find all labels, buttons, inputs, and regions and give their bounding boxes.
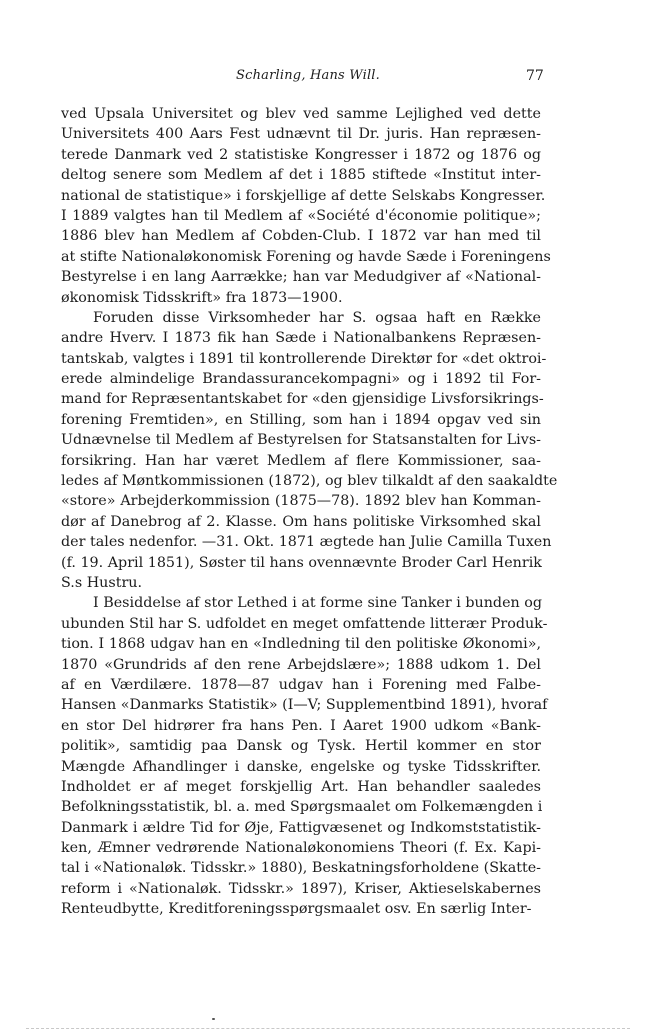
text-line: at stifte Nationaløkonomisk Forening og havde Sæde i Foreningens <box>61 248 551 265</box>
text-line: ledes af Møntkommissionen (1872), og blev tilkaldt af den saakaldte <box>61 473 558 490</box>
text-line: økonomisk Tidsskrift» fra 1873—1900. <box>61 289 343 306</box>
text-line: der tales nedenfor. —31. Okt. 1871 ægtede han Julie Camilla Tuxen <box>61 534 552 551</box>
page-number: 77 <box>526 68 544 84</box>
text-line: forsikring. Han har været Medlem af flere Kommissioner, saa- <box>61 452 541 469</box>
text-line: Renteudbytte, Kreditforeningsspørgsmaalet osv. En særlig Inter- <box>61 901 532 918</box>
paragraph-1 <box>61 104 551 308</box>
paragraph-2 <box>61 308 558 593</box>
body-text <box>61 104 558 920</box>
text-line: Befolkningsstatistik, bl. a. med Spørgsmaalet om Folkemængden i <box>61 799 543 816</box>
text-line: terede Danmark ved 2 statistiske Kongresser i 1872 og 1876 og <box>61 146 541 163</box>
text-line: politik», samtidig paa Dansk og Tysk. Hertil kommer en stor <box>61 738 541 755</box>
paragraph-3 <box>61 593 548 919</box>
running-head <box>0 68 656 92</box>
text-line: 1886 blev han Medlem af Cobden-Club. I 1872 var han med til <box>61 228 541 245</box>
text-line: Danmark i ældre Tid for Øje, Fattigvæsenet og Indkomststatistik- <box>61 819 541 836</box>
running-title: Scharling, Hans Will. <box>236 68 381 83</box>
text-line: af en Værdilære. 1878—87 udgav han i Forening med Falbe- <box>61 676 541 693</box>
text-line: 1870 «Grundrids af den rene Arbejdslære»; 1888 udkom 1. Del <box>61 656 541 673</box>
text-line: ken, Æmner vedrørende Nationaløkonomiens Theori (f. Ex. Kapi- <box>61 840 541 857</box>
text-line: S.s Hustru. <box>61 574 143 591</box>
text-line: Universitets 400 Aars Fest udnævnt til Dr. juris. Han repræsen- <box>61 126 541 143</box>
text-line: Indholdet er af meget forskjellig Art. Han behandler saaledes <box>61 778 541 795</box>
text-line: tion. I 1868 udgav han en «Indledning til den politiske Økonomi», <box>61 636 541 653</box>
text-line: Bestyrelse i en lang Aarrække; han var Medudgiver af «National- <box>61 269 541 286</box>
text-line: ubunden Stil har S. udfoldet en meget omfattende litterær Produk- <box>61 615 548 632</box>
text-line: Udnævnelse til Medlem af Bestyrelsen for Statsanstalten for Livs- <box>61 432 541 449</box>
text-line: Mængde Afhandlinger i danske, engelske og tyske Tidsskrifter. <box>61 758 541 775</box>
text-line: tantskab, valgtes i 1891 til kontrollerende Direktør for «det oktroi- <box>61 350 547 367</box>
text-line: Hansen «Danmarks Statistik» (I—V; Supplementbind 1891), hvoraf <box>61 697 548 714</box>
text-line: dør af Danebrog af 2. Klasse. Om hans politiske Virksomhed skal <box>61 513 541 530</box>
text-line: I 1889 valgtes han til Medlem af «Société d'économie politique»; <box>61 207 541 224</box>
text-line: forening Fremtiden», en Stilling, som han i 1894 opgav ved sin <box>61 411 541 428</box>
text-line: deltog senere som Medlem af det i 1885 stiftede «Institut inter- <box>61 167 541 184</box>
text-line: (f. 19. April 1851), Søster til hans ovennævnte Broder Carl Henrik <box>61 554 542 571</box>
text-line: andre Hverv. I 1873 fik han Sæde i Nationalbankens Repræsen- <box>61 330 541 347</box>
page-edge-line <box>26 1028 630 1029</box>
text-line: reform i «Nationaløk. Tidsskr.» 1897), Kriser, Aktieselskabernes <box>61 880 541 897</box>
text-line: national de statistique» i forskjellige af dette Selskabs Kongresser. <box>61 187 546 204</box>
text-line: Foruden disse Virksomheder har S. ogsaa haft en Række <box>93 309 541 326</box>
text-line: I Besiddelse af stor Lethed i at forme sine Tanker i bunden og <box>93 595 543 612</box>
text-line: ved Upsala Universitet og blev ved samme Lejlighed ved dette <box>61 106 541 122</box>
ink-speck <box>212 1018 215 1020</box>
text-line: «store» Arbejderkommission (1875—78). 1892 blev han Komman- <box>61 493 541 510</box>
text-line: erede almindelige Brandassurancekompagni» og i 1892 til For- <box>61 371 541 388</box>
text-line: mand for Repræsentantskabet for «den gjensidige Livsforsikrings- <box>61 391 544 408</box>
text-line: tal i «Nationaløk. Tidsskr.» 1880), Beskatningsforholdene (Skatte- <box>61 860 541 877</box>
text-line: en stor Del hidrører fra hans Pen. I Aaret 1900 udkom «Bank- <box>61 717 541 734</box>
